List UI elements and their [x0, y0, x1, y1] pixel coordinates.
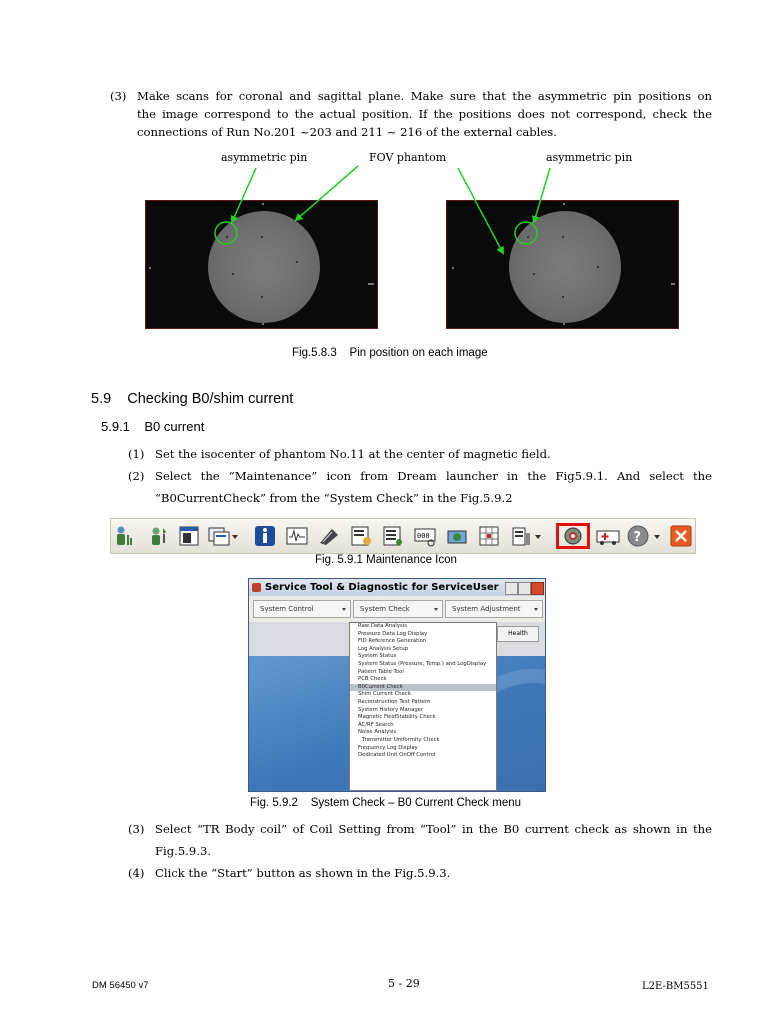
step-number: (3) [110, 89, 127, 103]
annotation-arrows [0, 0, 768, 340]
step-number: (2) [128, 469, 145, 483]
dropdown-item-b0current-check[interactable]: B0Current Check [350, 684, 496, 692]
dropdown-item[interactable]: PCB Check [358, 676, 387, 683]
step-3-line-2: the image correspond to the actual position. If the positions does not correspond, check the [137, 107, 712, 121]
step-2-line-2: “B0CurrentCheck” from the “System Check” in the Fig.5.9.2 [155, 491, 513, 505]
step-number: (1) [128, 447, 145, 461]
chevron-down-icon [342, 608, 346, 611]
health-button[interactable] [497, 626, 539, 642]
waveform-icon[interactable] [286, 525, 308, 547]
dropdown-item[interactable]: Patient Table Tool [358, 668, 404, 675]
step-4-text: Click the “Start” button as shown in the Fig.5.9.3. [155, 866, 451, 880]
svg-text:000: 000 [417, 532, 430, 540]
system-control-select[interactable] [253, 600, 351, 618]
chevron-down-icon [434, 608, 438, 611]
arrow-left-pin [232, 168, 256, 222]
dropdown-item[interactable]: Transmitter Uniformity Check [362, 736, 440, 743]
maximize-button[interactable] [518, 582, 531, 595]
dropdown-item[interactable]: Noise Analysis [358, 729, 397, 736]
dropdown-item[interactable]: Pressure Data Log Display [358, 630, 428, 637]
label-asymmetric-pin-left: asymmetric pin [221, 151, 308, 164]
users-icon[interactable] [114, 525, 136, 547]
step-4 [128, 864, 712, 882]
dropdown-item[interactable]: AC/RF Search [358, 721, 394, 728]
dropdown-item[interactable]: Raw Data Analysis [358, 623, 407, 629]
chevron-down-icon[interactable] [535, 535, 541, 539]
dropdown-item[interactable]: Magnetic FieldStability Check [358, 714, 436, 721]
svg-text:?: ? [633, 530, 642, 545]
step-1 [128, 445, 712, 463]
dropdown-item[interactable]: System Status (Pressure, Temp.) and LogDisplay [358, 660, 487, 667]
footer-document-id: DM 56450 v7 [92, 980, 149, 991]
step-3-line-1: Make scans for coronal and sagittal plane. Make sure that the asymmetric pin positions on [137, 89, 712, 103]
network-icon[interactable] [446, 525, 468, 547]
dropdown-item[interactable]: Frequency Log Display [358, 744, 418, 751]
dropdown-item[interactable]: Log Analysis Setup [358, 645, 409, 652]
pin-circle-left [215, 222, 237, 244]
maintenance-icon[interactable] [556, 523, 590, 549]
system-check-label: System Check [360, 605, 410, 613]
help-icon[interactable] [627, 525, 649, 547]
health-button-label: Health [508, 630, 528, 637]
service-tool-window [248, 578, 546, 792]
dropdown-item[interactable]: Reconstruction Test Pattern [358, 698, 431, 705]
app-icon [252, 583, 261, 592]
step-3-line-3: connections of Run No.201 ~203 and 211 ~ 216 of the external cables. [137, 125, 557, 139]
user-tool-icon[interactable] [148, 525, 170, 547]
label-fov-phantom: FOV phantom [369, 151, 447, 164]
footer-page-number: 5 - 29 [388, 977, 420, 990]
figure-caption-592: Fig. 5.9.2 System Check – B0 Current Check menu [250, 797, 522, 809]
system-adjustment-label: System Adjustment [452, 605, 521, 613]
arrow-fov-left [296, 166, 358, 220]
chevron-down-icon[interactable] [232, 535, 238, 539]
counter-icon[interactable] [414, 525, 436, 547]
window-icon[interactable] [178, 525, 200, 547]
arrow-fov-right [458, 168, 503, 253]
dropdown-item[interactable]: Dedicated Unit OnOff Control [358, 752, 436, 759]
chevron-down-icon [534, 608, 538, 611]
label-asymmetric-pin-right: asymmetric pin [546, 151, 633, 164]
document-list-icon[interactable] [382, 525, 404, 547]
step-2 [128, 467, 712, 507]
section-heading: 5.9 Checking B0/shim current [91, 391, 294, 407]
grid-icon[interactable] [478, 525, 500, 547]
chevron-down-icon[interactable] [654, 535, 660, 539]
dropdown-item[interactable]: System History Manager [358, 706, 424, 713]
step-3-coil-line-1: Select “TR Body coil” of Coil Setting from “Tool” in the B0 current check as shown in the [155, 822, 712, 836]
footer-manual-code: L2E-BM5551 [642, 981, 709, 992]
system-check-select[interactable] [353, 600, 443, 618]
dropdown-item[interactable]: Shim Current Check [358, 691, 411, 698]
document-user-icon[interactable] [350, 525, 372, 547]
minimize-button[interactable] [505, 582, 518, 595]
screens-icon[interactable] [208, 525, 230, 547]
figure-caption-583: Fig.5.8.3 Pin position on each image [292, 347, 488, 359]
step-number: (4) [128, 866, 145, 880]
dropdown-item[interactable]: FID Reference Generation [358, 638, 427, 645]
step-number: (3) [128, 822, 145, 836]
step-2-line-1: Select the “Maintenance” icon from Dream launcher in the Fig5.9.1. And select the [155, 469, 712, 483]
menu-bar [249, 596, 545, 622]
storage-icon[interactable] [510, 525, 532, 547]
scan-icon[interactable] [318, 525, 340, 547]
system-adjustment-select[interactable] [445, 600, 543, 618]
info-icon[interactable] [254, 525, 276, 547]
dream-launcher-toolbar [110, 518, 696, 554]
window-title: Service Tool & Diagnostic for ServiceUser [249, 579, 545, 596]
dropdown-item[interactable]: System Status [358, 653, 397, 660]
step-3-coil-line-2: Fig.5.9.3. [155, 844, 212, 858]
arrow-right-pin [534, 168, 550, 222]
system-control-label: System Control [260, 605, 314, 613]
subsection-heading: 5.9.1 B0 current [101, 419, 205, 434]
close-icon[interactable] [670, 525, 692, 547]
step-1-text: Set the isocenter of phantom No.11 at the center of magnetic field. [155, 447, 551, 461]
figure-caption-591: Fig. 5.9.1 Maintenance Icon [315, 554, 457, 566]
step-3-coil [128, 820, 712, 860]
pin-circle-right [515, 222, 537, 244]
system-check-dropdown [349, 622, 497, 791]
ambulance-icon[interactable] [596, 525, 622, 547]
close-button[interactable] [531, 582, 544, 595]
